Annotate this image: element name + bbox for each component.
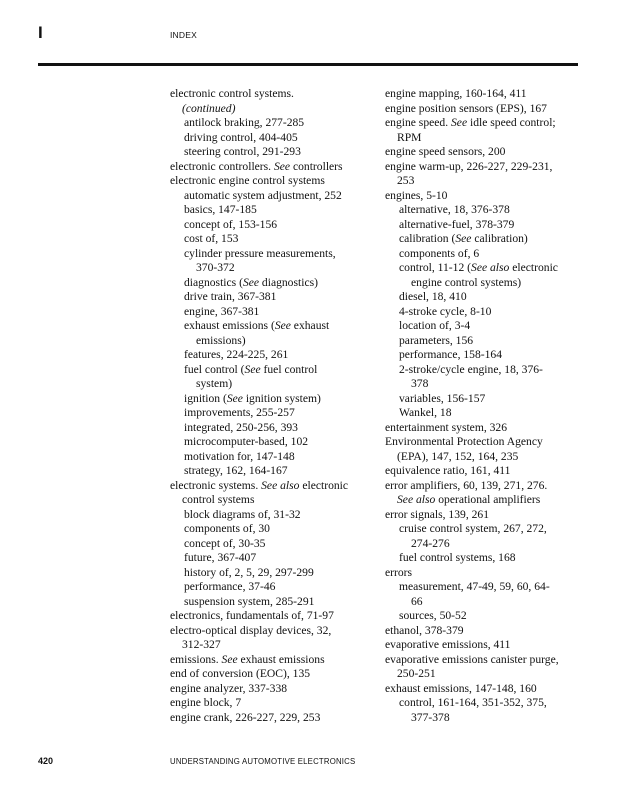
page-number: 420 (38, 756, 54, 766)
index-entry: evaporative emissions, 411 (385, 638, 511, 651)
index-entry: (EPA), 147, 152, 164, 235 (397, 449, 519, 463)
index-entry: components of, 30 (184, 522, 270, 535)
index-entry: diesel, 18, 410 (399, 290, 467, 303)
index-entry: parameters, 156 (399, 333, 474, 347)
index-entry: components of, 6 (399, 246, 480, 260)
index-entry: engine block, 7 (170, 696, 242, 709)
index-entry: history of, 2, 5, 29, 297-299 (184, 565, 314, 579)
index-entry: exhaust emissions (See exhaust (184, 319, 330, 332)
index-entry: 66 (411, 594, 423, 608)
index-letter: I (38, 23, 43, 42)
index-entry: system) (196, 377, 233, 390)
index-entry: See also operational amplifiers (397, 493, 541, 506)
index-entry: alternative, 18, 376-378 (399, 203, 510, 216)
cross-reference-term: See (244, 362, 261, 376)
running-footer: UNDERSTANDING AUTOMOTIVE ELECTRONICS (170, 757, 356, 766)
index-entry: integrated, 250-256, 393 (184, 420, 298, 434)
index-column-left (170, 87, 370, 725)
index-entry: cruise control system, 267, 272, (399, 522, 547, 535)
index-entry: measurement, 47-49, 59, 60, 64- (399, 580, 550, 593)
index-entry: ethanol, 378-379 (385, 623, 464, 637)
index-entry: motivation for, 147-148 (184, 449, 295, 463)
index-entry: alternative-fuel, 378-379 (399, 217, 515, 231)
cross-reference-term: See (226, 391, 243, 405)
cross-reference-term: See (273, 159, 291, 173)
index-entry: engine warm-up, 226-227, 229-231, (385, 159, 553, 173)
index-entry: 2-stroke/cycle engine, 18, 376- (399, 362, 543, 376)
index-entry: diagnostics (See diagnostics) (184, 275, 318, 289)
index-column-right (385, 87, 585, 725)
index-entry: Environmental Protection Agency (385, 435, 543, 448)
index-entry: equivalence ratio, 161, 411 (385, 464, 511, 477)
index-entry: electronics, fundamentals of, 71-97 (170, 609, 334, 622)
cross-reference-term: See (451, 116, 468, 129)
index-entry: location of, 3-4 (399, 319, 471, 332)
cross-reference-term: See also (471, 261, 510, 274)
index-entry: exhaust emissions, 147-148, 160 (385, 681, 537, 695)
index-entry: error signals, 139, 261 (385, 507, 490, 521)
index-entry: concept of, 30-35 (184, 536, 266, 550)
index-entry: Wankel, 18 (399, 406, 452, 419)
index-entry: 250-251 (397, 667, 436, 680)
cross-reference-term: See (242, 275, 260, 289)
index-entry: steering control, 291-293 (184, 145, 301, 158)
index-entry: cylinder pressure measurements, (184, 246, 336, 260)
index-entry: engine speed. See idle speed control; (385, 116, 556, 129)
index-entry: evaporative emissions canister purge, (385, 652, 559, 666)
index-entry: performance, 37-46 (184, 580, 276, 593)
index-entry: future, 367-407 (184, 551, 257, 564)
index-entry: fuel control (See fuel control (184, 362, 318, 376)
cross-reference-term: See (274, 319, 291, 332)
cross-reference-term: See also (261, 478, 300, 492)
cross-reference-term: See (455, 232, 472, 245)
index-entry: calibration (See calibration) (399, 232, 528, 245)
index-entry: control systems (182, 493, 255, 506)
index-entry: control, 161-164, 351-352, 375, (399, 696, 547, 709)
index-entry: ignition (See ignition system) (184, 391, 321, 405)
index-entry: microcomputer-based, 102 (184, 435, 309, 448)
index-entry: variables, 156-157 (399, 391, 486, 405)
index-entry: engine position sensors (EPS), 167 (385, 101, 547, 115)
index-entry: electronic systems. See also electronic (170, 478, 349, 492)
index-entry: electronic control systems. (170, 87, 294, 100)
index-entry: errors (385, 565, 413, 579)
index-entry: engine, 367-381 (184, 304, 260, 318)
index-entry: (continued) (182, 101, 236, 115)
cross-reference-term: See (221, 652, 238, 666)
index-entry: 253 (397, 174, 415, 187)
index-entry: performance, 158-164 (399, 348, 503, 361)
index-entry: 378 (411, 377, 429, 390)
index-entry: emissions. See exhaust emissions (170, 652, 325, 666)
index-entry: engine speed sensors, 200 (385, 145, 506, 158)
index-entry: features, 224-225, 261 (184, 348, 289, 361)
index-entry: control, 11-12 (See also electronic (399, 261, 558, 274)
index-entry: 370-372 (196, 261, 235, 274)
index-entry: 312-327 (182, 638, 221, 651)
index-entry: driving control, 404-405 (184, 130, 298, 144)
index-entry: electronic controllers. See controllers (170, 159, 343, 173)
index-entry: electro-optical display devices, 32, (170, 623, 332, 637)
index-entry: 4-stroke cycle, 8-10 (399, 304, 492, 318)
index-entry: automatic system adjustment, 252 (184, 188, 342, 202)
index-entry: antilock braking, 277-285 (184, 116, 305, 129)
index-entry: error amplifiers, 60, 139, 271, 276. (385, 478, 548, 492)
cross-reference-term: See also (397, 493, 436, 506)
index-entry: fuel control systems, 168 (399, 551, 516, 564)
index-entry: electronic engine control systems (170, 174, 325, 187)
index-entry: 377-378 (411, 710, 450, 724)
index-entry: engine mapping, 160-164, 411 (385, 87, 527, 100)
index-entry: engine crank, 226-227, 229, 253 (170, 710, 321, 724)
index-entry: entertainment system, 326 (385, 420, 508, 434)
index-entry: drive train, 367-381 (184, 290, 277, 303)
index-entry: basics, 147-185 (184, 203, 257, 216)
index-entry: engines, 5-10 (385, 188, 448, 202)
index-entry: emissions) (196, 333, 246, 347)
index-entry: 274-276 (411, 536, 450, 550)
index-entry: suspension system, 285-291 (184, 594, 315, 608)
index-entry: engine control systems) (411, 275, 522, 289)
index-entry: cost of, 153 (184, 232, 239, 245)
index-entry: RPM (397, 130, 422, 144)
index-entry: end of conversion (EOC), 135 (170, 667, 311, 680)
index-entry: strategy, 162, 164-167 (184, 464, 288, 477)
index-entry: block diagrams of, 31-32 (184, 507, 301, 521)
index-entry: concept of, 153-156 (184, 217, 278, 231)
header-rule (38, 63, 578, 66)
running-header: INDEX (170, 30, 197, 40)
index-entry: engine analyzer, 337-338 (170, 681, 288, 695)
index-entry: improvements, 255-257 (184, 406, 295, 419)
index-entry: sources, 50-52 (399, 609, 467, 622)
